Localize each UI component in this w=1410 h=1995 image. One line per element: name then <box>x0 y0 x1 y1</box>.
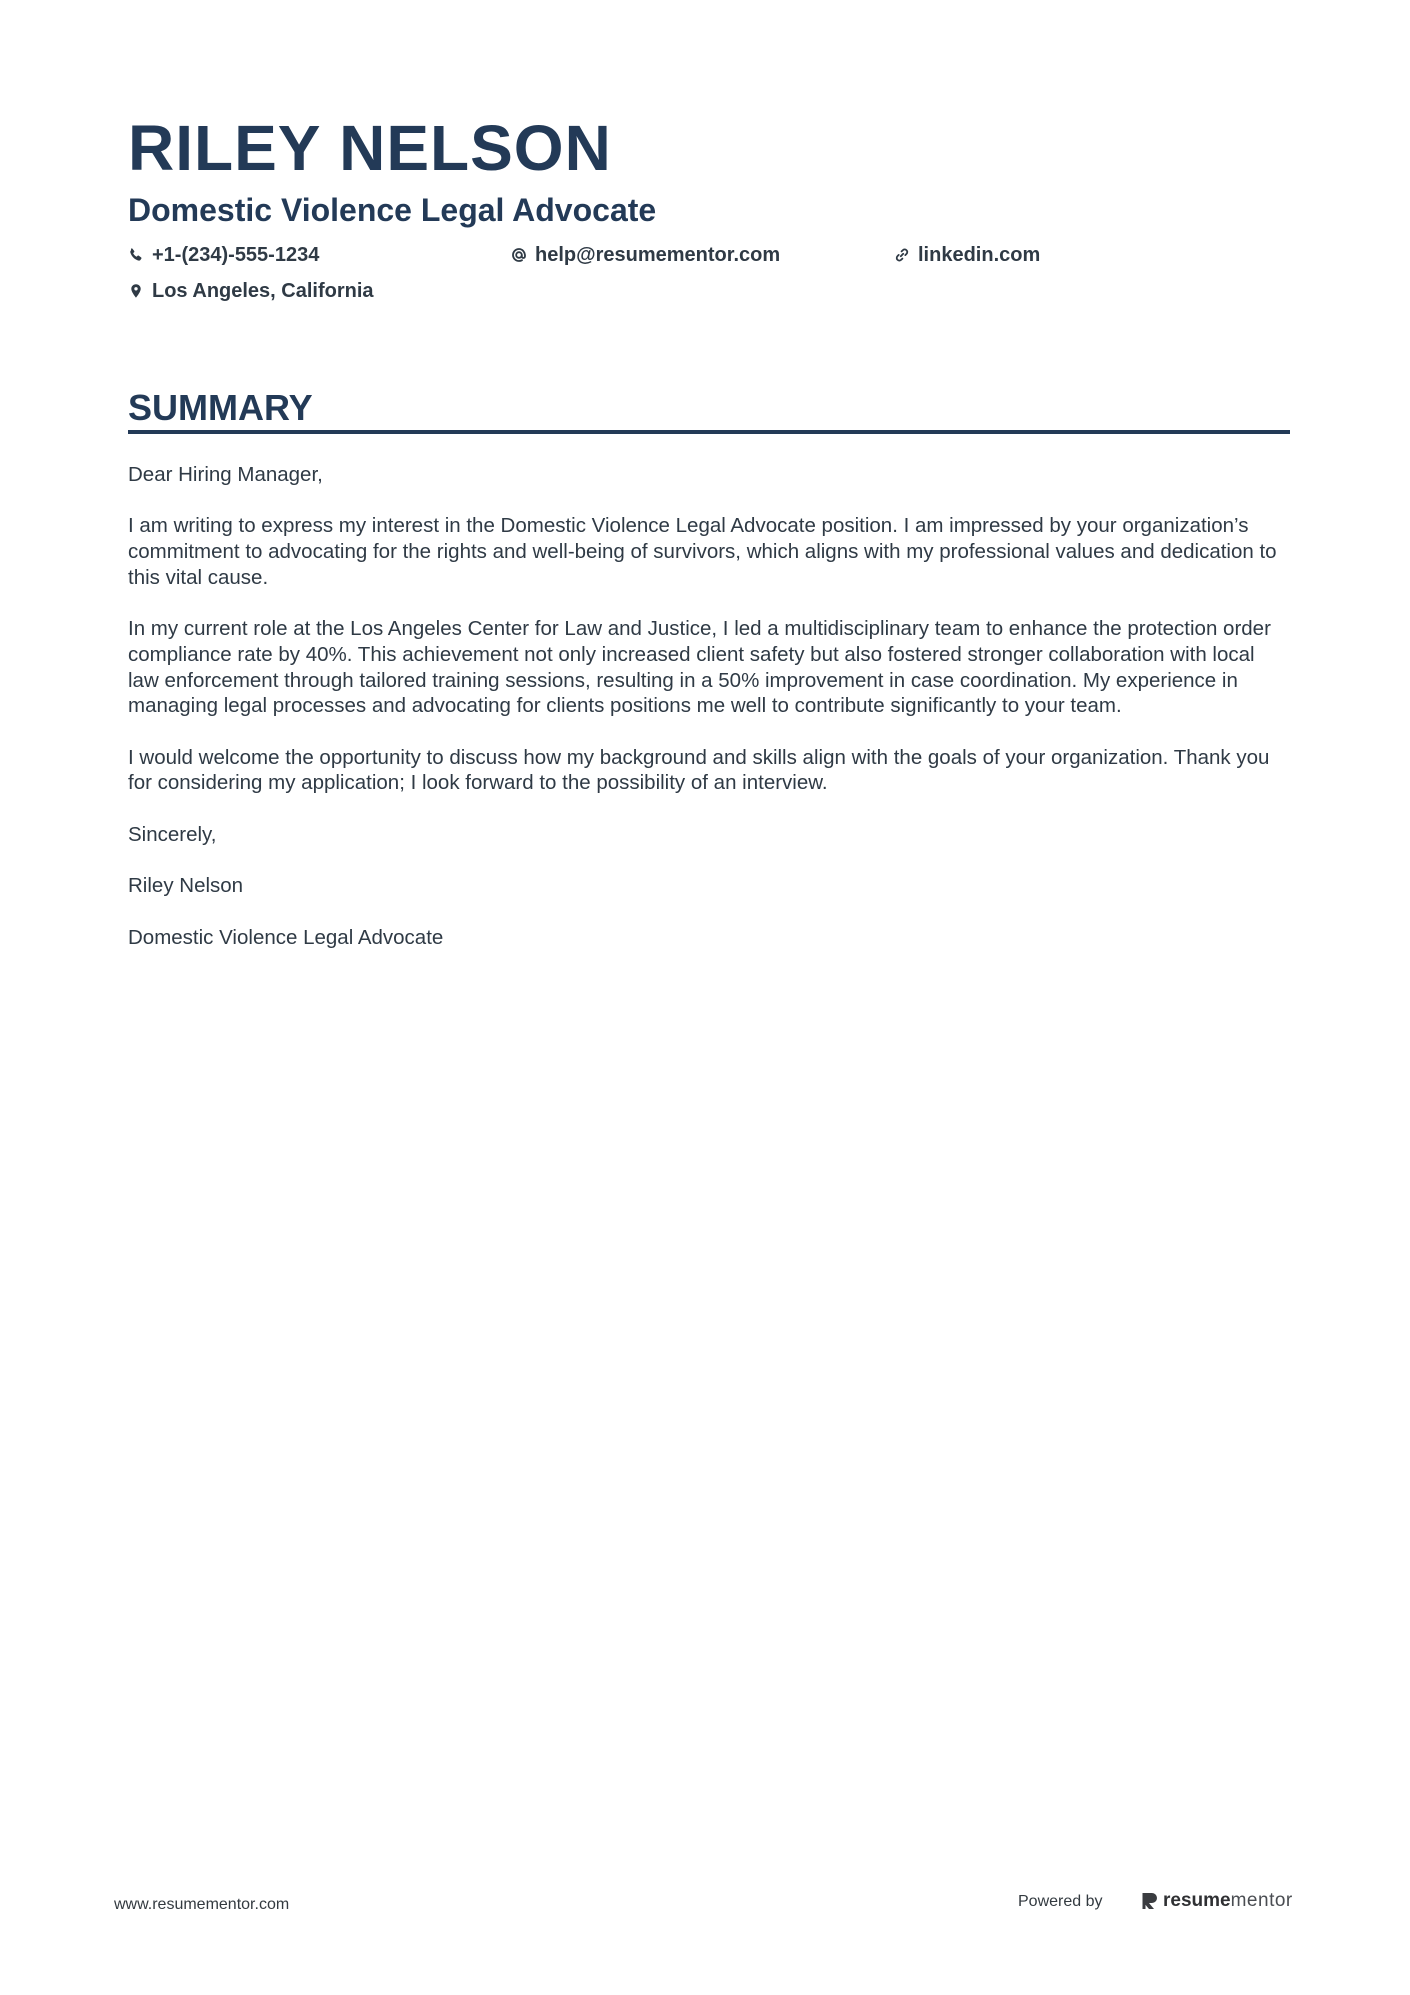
candidate-name: RILEY NELSON <box>128 112 612 184</box>
phone-icon <box>128 247 144 263</box>
section-divider <box>128 430 1290 434</box>
link-text: linkedin.com <box>918 244 1041 266</box>
contact-phone <box>128 242 319 268</box>
candidate-role: Domestic Violence Legal Advocate <box>128 192 657 228</box>
letter-body <box>128 462 1290 976</box>
signature-name: Riley Nelson <box>128 874 244 898</box>
location-text: Los Angeles, California <box>152 280 374 302</box>
location-pin-icon <box>128 283 144 299</box>
closing: Sincerely, <box>128 822 217 846</box>
contact-email[interactable] <box>511 242 780 268</box>
at-sign-icon <box>511 247 527 263</box>
section-title-summary: SUMMARY <box>128 387 313 428</box>
powered-by-label: Powered by <box>1018 1893 1103 1910</box>
phone-text: +1-(234)-555-1234 <box>152 244 320 266</box>
letter-paragraph: I would welcome the opportunity to discuss how my background and skills align with the goals of your organization. Thank you for considering my application; I look forward to the possibility of an interview. <box>128 745 1270 795</box>
letter-paragraph: In my current role at the Los Angeles Center for Law and Justice, I led a multidisciplinary team to enhance the protection order compliance rate by 40%. This achievement not only increased client safety but also fostered stronger collaboration with local law enforcement through tailored training sessions, resulting in a 50% improvement in case coordination. My experience in managing legal processes and advocating for clients positions me well to contribute significantly to your team. <box>128 617 1271 718</box>
contact-location <box>128 278 374 304</box>
salutation: Dear Hiring Manager, <box>128 463 323 486</box>
brand-name-light: mentor <box>1230 1890 1293 1911</box>
footer-website[interactable]: www.resumementor.com <box>114 1896 290 1913</box>
resumementor-logo-icon <box>1141 1891 1159 1911</box>
contact-link[interactable] <box>894 242 1040 268</box>
email-text: help@resumementor.com <box>535 244 781 266</box>
signature-title: Domestic Violence Legal Advocate <box>128 925 444 949</box>
brand-name-bold: resume <box>1163 1890 1231 1911</box>
link-icon <box>894 247 910 263</box>
letter-paragraph: I am writing to express my interest in the Domestic Violence Legal Advocate position. I am impressed by your organization’s commitment to advocating for the rights and well-being of survivors, which aligns with my professional values and dedication to this vital cause. <box>128 514 1277 589</box>
brand-logo[interactable] <box>1141 1888 1293 1914</box>
